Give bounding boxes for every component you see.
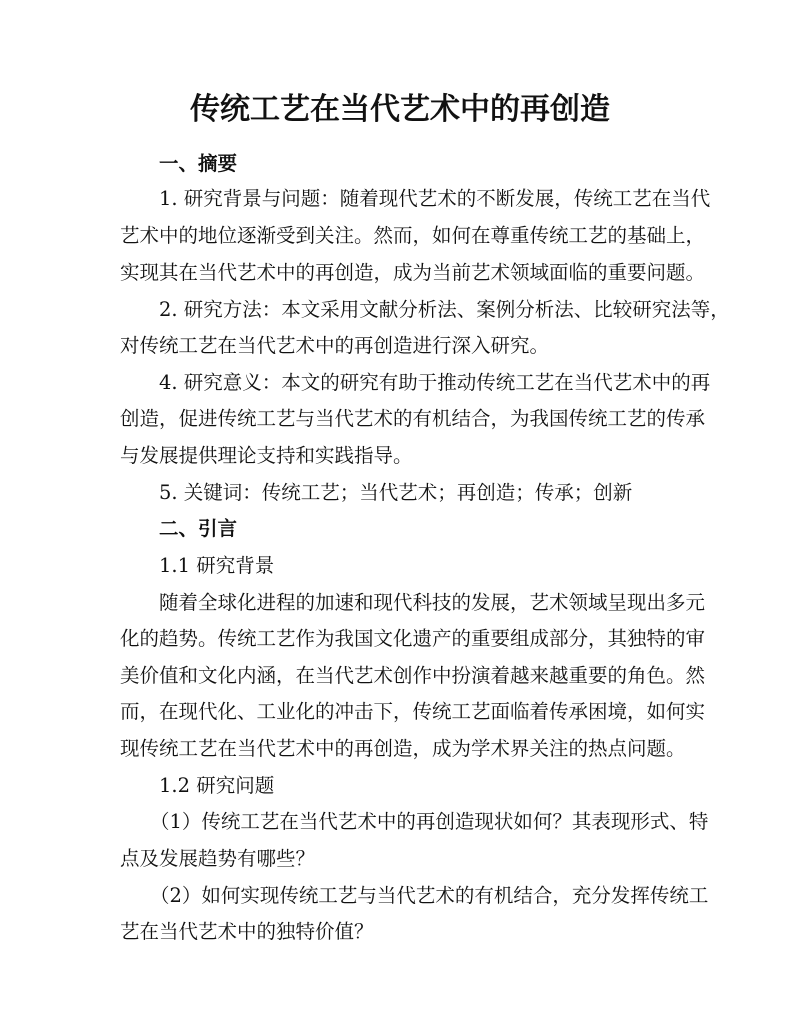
background-paragraph-line-3: 美价值和文化内涵，在当代艺术创作中扮演着越来越重要的角色。然 <box>120 664 706 687</box>
question-2-line-2: 艺在当代艺术中的独特价值？ <box>120 920 374 943</box>
section-heading-introduction: 二、引言 <box>159 517 238 540</box>
question-2-line-1: （2）如何实现传统工艺与当代艺术的有机结合，充分发挥传统工 <box>150 884 709 907</box>
question-1-line-1: （1）传统工艺在当代艺术中的再创造现状如何？其表现形式、特 <box>150 810 709 833</box>
background-paragraph-line-2: 化的趋势。传统工艺作为我国文化遗产的重要组成部分，其独特的审 <box>120 627 706 650</box>
abstract-item-1-line-3: 实现其在当代艺术中的再创造，成为当前艺术领域面临的重要问题。 <box>120 261 706 284</box>
abstract-item-1-line-2: 艺术中的地位逐渐受到关注。然而，如何在尊重传统工艺的基础上， <box>120 224 706 247</box>
document-title: 传统工艺在当代艺术中的再创造 <box>190 92 610 127</box>
question-1-line-2: 点及发展趋势有哪些？ <box>120 847 316 870</box>
abstract-item-2-line-1: 2. 研究方法：本文采用文献分析法、案例分析法、比较研究法等， <box>159 298 730 321</box>
section-heading-abstract: 一、摘要 <box>159 152 238 175</box>
abstract-item-5-keywords: 5. 关键词：传统工艺；当代艺术；再创造；传承；创新 <box>159 481 633 504</box>
subsection-heading-questions: 1.2 研究问题 <box>159 774 275 797</box>
abstract-item-4-line-1: 4. 研究意义：本文的研究有助于推动传统工艺在当代艺术中的再 <box>159 371 711 394</box>
background-paragraph-line-5: 现传统工艺在当代艺术中的再创造，成为学术界关注的热点问题。 <box>120 737 686 760</box>
background-paragraph-line-1: 随着全球化进程的加速和现代科技的发展，艺术领域呈现出多元 <box>159 591 706 614</box>
abstract-item-2-line-2: 对传统工艺在当代艺术中的再创造进行深入研究。 <box>120 334 550 357</box>
background-paragraph-line-4: 而，在现代化、工业化的冲击下，传统工艺面临着传承困境，如何实 <box>120 700 706 723</box>
abstract-item-4-line-3: 与发展提供理论支持和实践指导。 <box>120 444 413 467</box>
abstract-item-4-line-2: 创造，促进传统工艺与当代艺术的有机结合，为我国传统工艺的传承 <box>120 407 706 430</box>
subsection-heading-background: 1.1 研究背景 <box>159 554 275 577</box>
abstract-item-1-line-1: 1. 研究背景与问题：随着现代艺术的不断发展，传统工艺在当代 <box>159 187 711 210</box>
